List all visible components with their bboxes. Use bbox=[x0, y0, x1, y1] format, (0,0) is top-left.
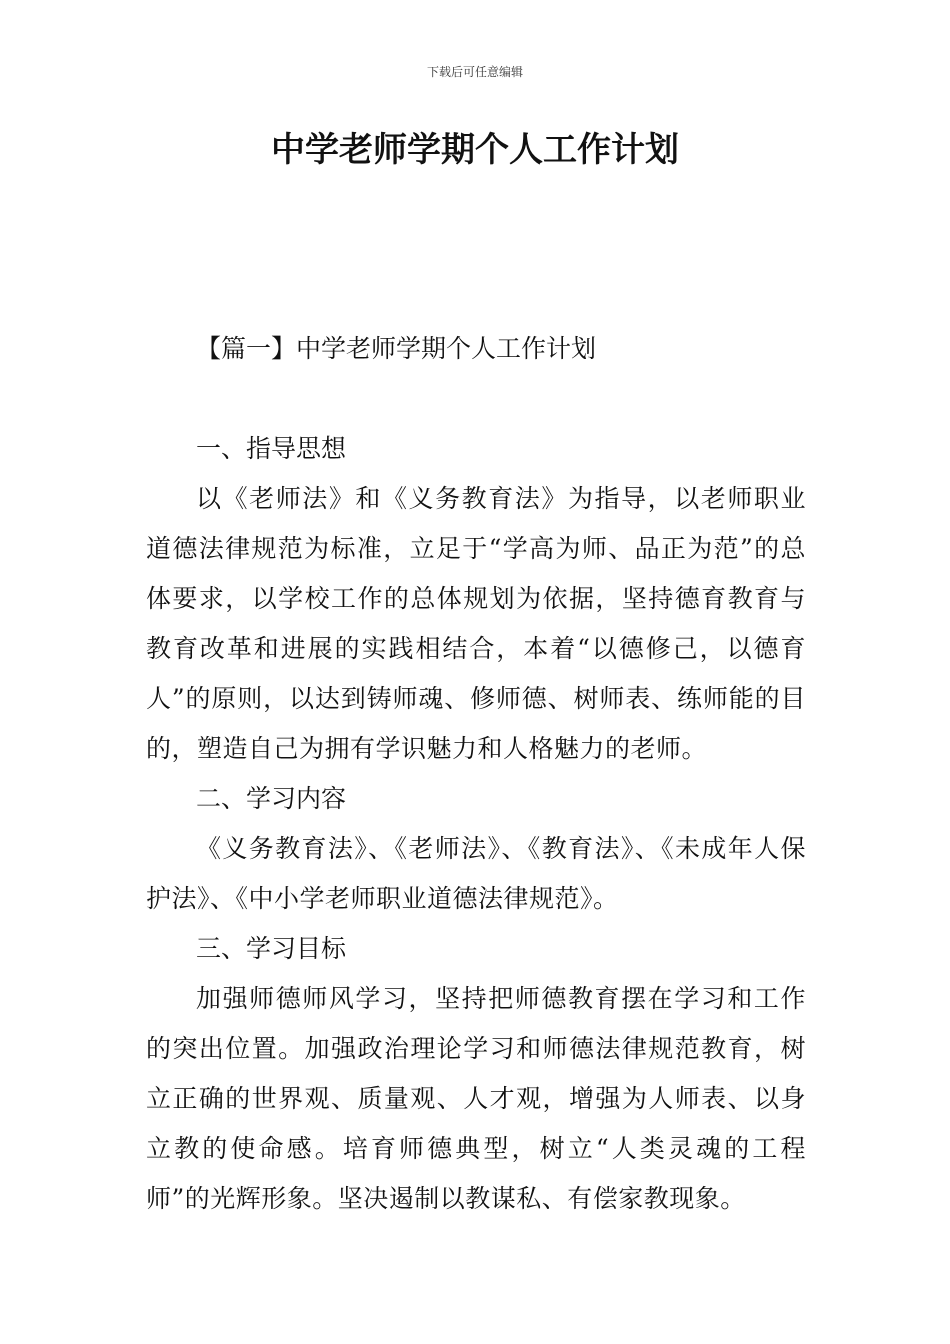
paragraph-study-goals: 加强师德师风学习，坚持把师德教育摆在学习和工作的突出位置。加强政治理论学习和师德法律规范教育，树立正确的世界观、质量观、人才观，增强为人师表、以身立教的使命感。培育师德典型，树立“人类灵魂的工程师”的光辉形象。坚决遏制以教谋私、有偿家教现象。 bbox=[146, 984, 806, 1213]
section-title: 【篇一】中学老师学期个人工作计划 bbox=[196, 334, 597, 363]
paragraph-study-content: 《义务教育法》、《老师法》、《教育法》、《未成年人保护法》、《中小学老师职业道德法律规范》。 bbox=[146, 834, 806, 913]
header-note: 下载后可任意编辑 bbox=[426, 65, 523, 79]
heading-study-content: 二、学习内容 bbox=[196, 784, 347, 813]
heading-study-goals: 三、学习目标 bbox=[196, 934, 347, 963]
document-title: 中学老师学期个人工作计划 bbox=[271, 130, 679, 170]
paragraph-guiding-ideology: 以《老师法》和《义务教育法》为指导，以老师职业道德法律规范为标准，立足于“学高为师、品正为范”的总体要求，以学校工作的总体规划为依据，坚持德育教育与教育改革和进展的实践相结合，本着“以德修己，以德育人”的原则，以达到铸师魂、修师德、树师表、练师能的目的，塑造自己为拥有学识魅力和人格魅力的老师。 bbox=[146, 484, 806, 763]
document-body bbox=[146, 424, 806, 1224]
heading-guiding-ideology: 一、指导思想 bbox=[196, 434, 347, 463]
